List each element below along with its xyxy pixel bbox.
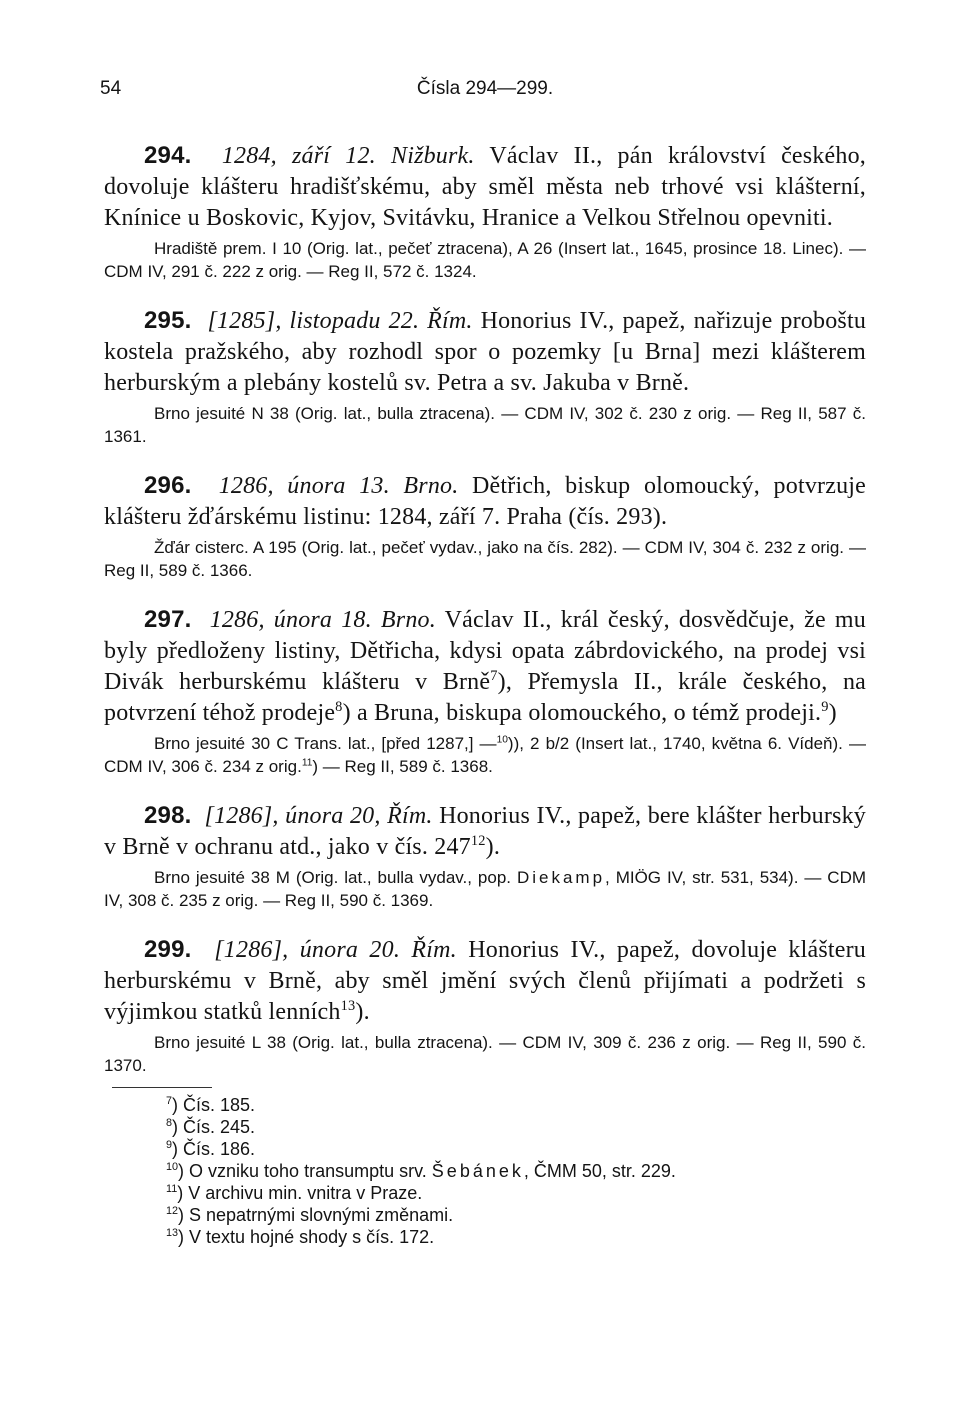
footnote-text: S nepatrnými slovnými změnami. xyxy=(189,1205,454,1225)
source-text: , MIÖG IV, str. 531, 534). — CDM IV, 308 č. 235 z orig. — Reg II, 590 č. 1369. xyxy=(104,868,867,910)
footnote-ref[interactable]: 10 xyxy=(496,734,508,746)
entry-297 xyxy=(104,604,866,778)
author-name: Šebánek xyxy=(431,1161,524,1181)
footnote: $^{12}$) S nepatrnými slovnými změnami. xyxy=(166,1205,454,1225)
entry-text: Dětřich, biskup olomoucký, potvrzuje klášteru žďárskému listinu: 1284, září 7. Praha (čís. 293). xyxy=(104,473,866,530)
entry-number: 295. xyxy=(144,307,192,334)
source-text: ) — Reg II, 589 č. 1368. xyxy=(312,756,493,776)
page-number: 54 xyxy=(100,78,122,99)
running-head: Čísla 294—299. xyxy=(416,78,554,99)
entry-date: 1286, února 13. Brno. xyxy=(218,473,459,499)
footnote-ref[interactable]: 8 xyxy=(335,699,343,715)
footnote-text: Čís. 186. xyxy=(183,1139,256,1159)
entry-295 xyxy=(104,305,866,448)
footnote-text: Čís. 185. xyxy=(183,1095,256,1115)
source-note xyxy=(104,867,866,912)
source-text: Brno jesuité 30 C Trans. lat., [před 1287,] — xyxy=(154,734,497,753)
footnote-mark: 9 xyxy=(166,1139,173,1151)
entry-298 xyxy=(104,800,866,912)
footnote-text: V textu hojné shody s čís. 172. xyxy=(189,1227,435,1247)
entry-text: Václav II., pán království českého, dovoluje klášteru hradišťskému, aby směl města neb trhové vsi klášterní, Knínice u Boskovic, Kyjov, Svitávku, Hranice a Velkou Střelnou opevniti. xyxy=(104,143,866,231)
source-text: )), 2 b/2 (Insert lat., 1740, května 6. Vídeň). — CDM IV, 306 č. 234 z orig. xyxy=(104,734,866,776)
entry-text: Honorius IV., papež, bere klášter herburský v Brně v ochranu atd., jako v čís. 247 xyxy=(104,803,866,860)
footnote: $^{13}$) V textu hojné shody s čís. 172. xyxy=(166,1227,435,1247)
source-note: Brno jesuité N 38 (Orig. lat., bulla ztracena). — CDM IV, 302 č. 230 z orig. — Reg II, 587 č. 1361. xyxy=(104,404,866,446)
footnote: $^9$) Čís. 186. xyxy=(166,1139,256,1159)
entry-number: 298. xyxy=(144,802,192,829)
entry-date: [1286], února 20, Řím. xyxy=(204,803,433,829)
entry-text: ). xyxy=(485,834,501,860)
regest-text xyxy=(104,934,866,1028)
footnote: $^{11}$) V archivu min. vnitra v Praze. xyxy=(166,1183,423,1203)
regest-text xyxy=(104,604,866,729)
regest-text xyxy=(104,140,866,234)
footnote-divider xyxy=(112,1087,212,1088)
footnote-text: O vzniku toho transumptu srv. xyxy=(189,1161,427,1181)
entry-number: 297. xyxy=(144,606,192,633)
author-name: Diekamp xyxy=(516,868,606,887)
footnote-ref[interactable]: 11 xyxy=(301,756,313,768)
source-note xyxy=(104,733,866,778)
footnote-ref[interactable]: 12 xyxy=(470,833,486,849)
entry-text: Honorius IV., papež, dovoluje klášteru herburskému v Brně, aby směl jmění svých členů přijímati a podržeti s výjimkou statků lenních xyxy=(104,937,866,1025)
entry-text: ) a Bruna, biskupa olomouckého, o témž prodeji. xyxy=(342,700,822,726)
footnote-text: Čís. 245. xyxy=(183,1117,256,1137)
regest-text xyxy=(104,800,866,863)
footnote: $^7$) Čís. 185. xyxy=(166,1095,256,1115)
footnote-mark: 12 xyxy=(166,1205,179,1217)
source-note: Žďár cisterc. A 195 (Orig. lat., pečeť vydav., jako na čís. 282). — CDM IV, 304 č. 232 z orig. — Reg II, 589 č. 1366. xyxy=(104,538,866,580)
footnote-ref[interactable]: 9 xyxy=(821,699,829,715)
footnote-ref[interactable]: 7 xyxy=(490,668,498,684)
page-header xyxy=(100,78,866,118)
footnote: $^{10}$) O vzniku toho transumptu srv. Šebánek, ČMM 50, str. 229. xyxy=(166,1161,676,1181)
source-note: Brno jesuité L 38 (Orig. lat., bulla ztracena). — CDM IV, 309 č. 236 z orig. — Reg II, 590 č. 1370. xyxy=(104,1033,866,1075)
regest-text xyxy=(104,470,866,533)
footnote-mark: 7 xyxy=(166,1095,173,1107)
footnote-mark: 11 xyxy=(166,1183,178,1195)
entry-294 xyxy=(104,140,866,283)
footnote-mark: 10 xyxy=(166,1161,179,1173)
source-note: Hradiště prem. I 10 (Orig. lat., pečeť ztracena), A 26 (Insert lat., 1645, prosince 18. Linec). — CDM IV, 291 č. 222 z orig. — Reg II, 572 č. 1324. xyxy=(104,239,866,281)
entry-text: ). xyxy=(355,999,370,1025)
page xyxy=(100,78,867,1248)
footnote-text: , ČMM 50, str. 229. xyxy=(523,1161,676,1181)
footnote-text: V archivu min. vnitra v Praze. xyxy=(188,1183,423,1203)
entry-299 xyxy=(104,934,866,1077)
footnote: $^8$) Čís. 245. xyxy=(166,1117,256,1137)
entry-text: ) xyxy=(828,700,837,726)
entry-date: [1285], listopadu 22. Řím. xyxy=(207,308,473,334)
footnote-mark: 8 xyxy=(166,1117,173,1129)
entry-number: 299. xyxy=(144,936,192,963)
entry-date: 1284, září 12. Nižburk. xyxy=(221,143,475,169)
entry-296 xyxy=(104,470,866,582)
entry-date: [1286], února 20. Řím. xyxy=(214,937,457,963)
entry-text: ), Přemysla II., krále českého, na potvrzení téhož prodeje xyxy=(104,669,866,726)
entry-number: 294. xyxy=(144,142,192,169)
source-text: Brno jesuité 38 M (Orig. lat., bulla vydav., pop. xyxy=(154,868,512,887)
entry-text: Václav II., král český, dosvědčuje, že mu byly předloženy listiny, Dětřicha, kdysi opata zábrdovického, na prodej vsi Divák herburskému klášteru v Brně xyxy=(104,607,866,695)
footnote-mark: 13 xyxy=(166,1227,179,1239)
footnotes-list xyxy=(166,1094,866,1248)
entry-text: Honorius IV., papež, nařizuje proboštu kostela pražského, aby rozhodl spor o pozemky [u Brna] mezi klášterem herburským a plebány kostelů sv. Petra a sv. Jakuba v Brně. xyxy=(104,308,867,396)
regest-text xyxy=(104,305,866,399)
entry-number: 296. xyxy=(144,472,192,499)
footnote-ref[interactable]: 13 xyxy=(340,998,356,1014)
entry-date: 1286, února 18. Brno. xyxy=(209,607,436,633)
